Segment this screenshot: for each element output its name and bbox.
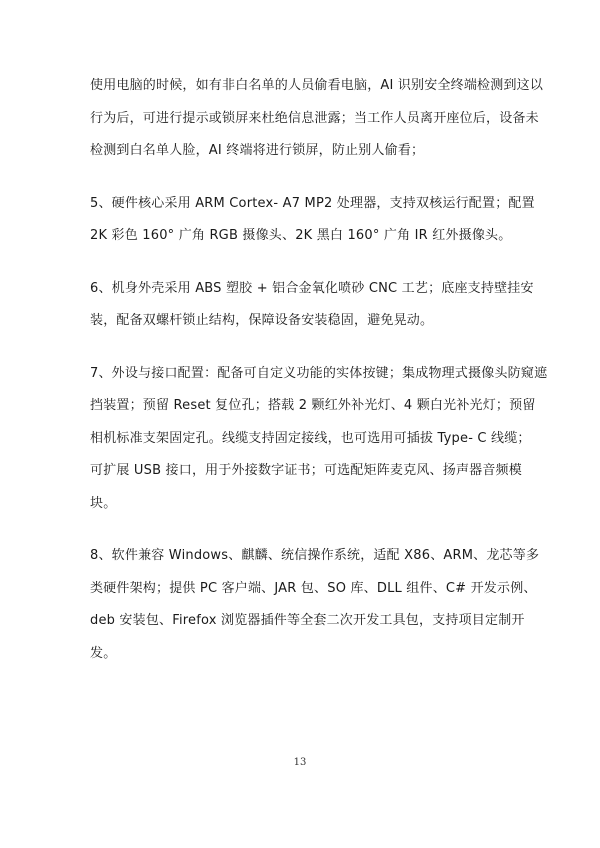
text-line: 相机标准支架固定孔。线缆支持固定接线，也可选用可插拔 Type- C 线缆； — [90, 430, 531, 446]
page-number: 13 — [293, 757, 307, 768]
body-text — [90, 70, 548, 690]
text-line: 类硬件架构；提供 PC 客户端、JAR 包、SO 库、DLL 组件、C# 开发示例、 — [90, 580, 537, 596]
text-line: 检测到白名单人脸，AI 终端将进行锁屏，防止别人偷看； — [90, 143, 425, 158]
paragraph-item-6 — [90, 273, 534, 338]
text-line: 使用电脑的时候，如有非白名单的人员偷看电脑，AI 识别安全终端检测到这以 — [90, 78, 544, 93]
text-line: deb 安装包、Firefox 浏览器插件等全套二次开发工具包，支持项目定制开 — [90, 613, 525, 628]
text-line: 行为后，可进行提示或锁屏来杜绝信息泄露；当工作人员离开座位后，设备未 — [90, 110, 539, 126]
text-line: 块。 — [90, 495, 117, 511]
text-line: 6、机身外壳采用 ABS 塑胶 + 铝合金氧化喷砂 CNC 工艺；底座支持壁挂安 — [90, 280, 534, 296]
paragraph-intro — [90, 70, 544, 168]
text-line: 2K 彩色 160° 广角 RGB 摄像头、2K 黑白 160° 广角 IR 红外摄像头。 — [90, 228, 512, 243]
text-line: 7、外设与接口配置：配备可自定义功能的实体按键；集成物理式摄像头防窥遮 — [90, 365, 548, 381]
text-line: 8、软件兼容 Windows、麒麟、统信操作系统，适配 X86、ARM、龙芯等多 — [90, 548, 540, 563]
text-line: 装，配备双螺杆锁止结构，保障设备安装稳固，避免晃动。 — [90, 313, 434, 328]
text-line: 发。 — [90, 645, 117, 661]
paragraph-item-5 — [90, 188, 535, 253]
text-line: 5、硬件核心采用 ARM Cortex- A7 MP2 处理器，支持双核运行配置；配置 — [90, 195, 535, 211]
paragraph-item-7 — [90, 358, 548, 521]
text-line: 可扩展 USB 接口，用于外接数字证书；可选配矩阵麦克风、扬声器音频模 — [90, 463, 522, 478]
text-line: 挡装置；预留 Reset 复位孔；搭载 2 颗红外补光灯、4 颗白光补光灯；预留 — [90, 398, 536, 413]
paragraph-item-8 — [90, 540, 540, 670]
